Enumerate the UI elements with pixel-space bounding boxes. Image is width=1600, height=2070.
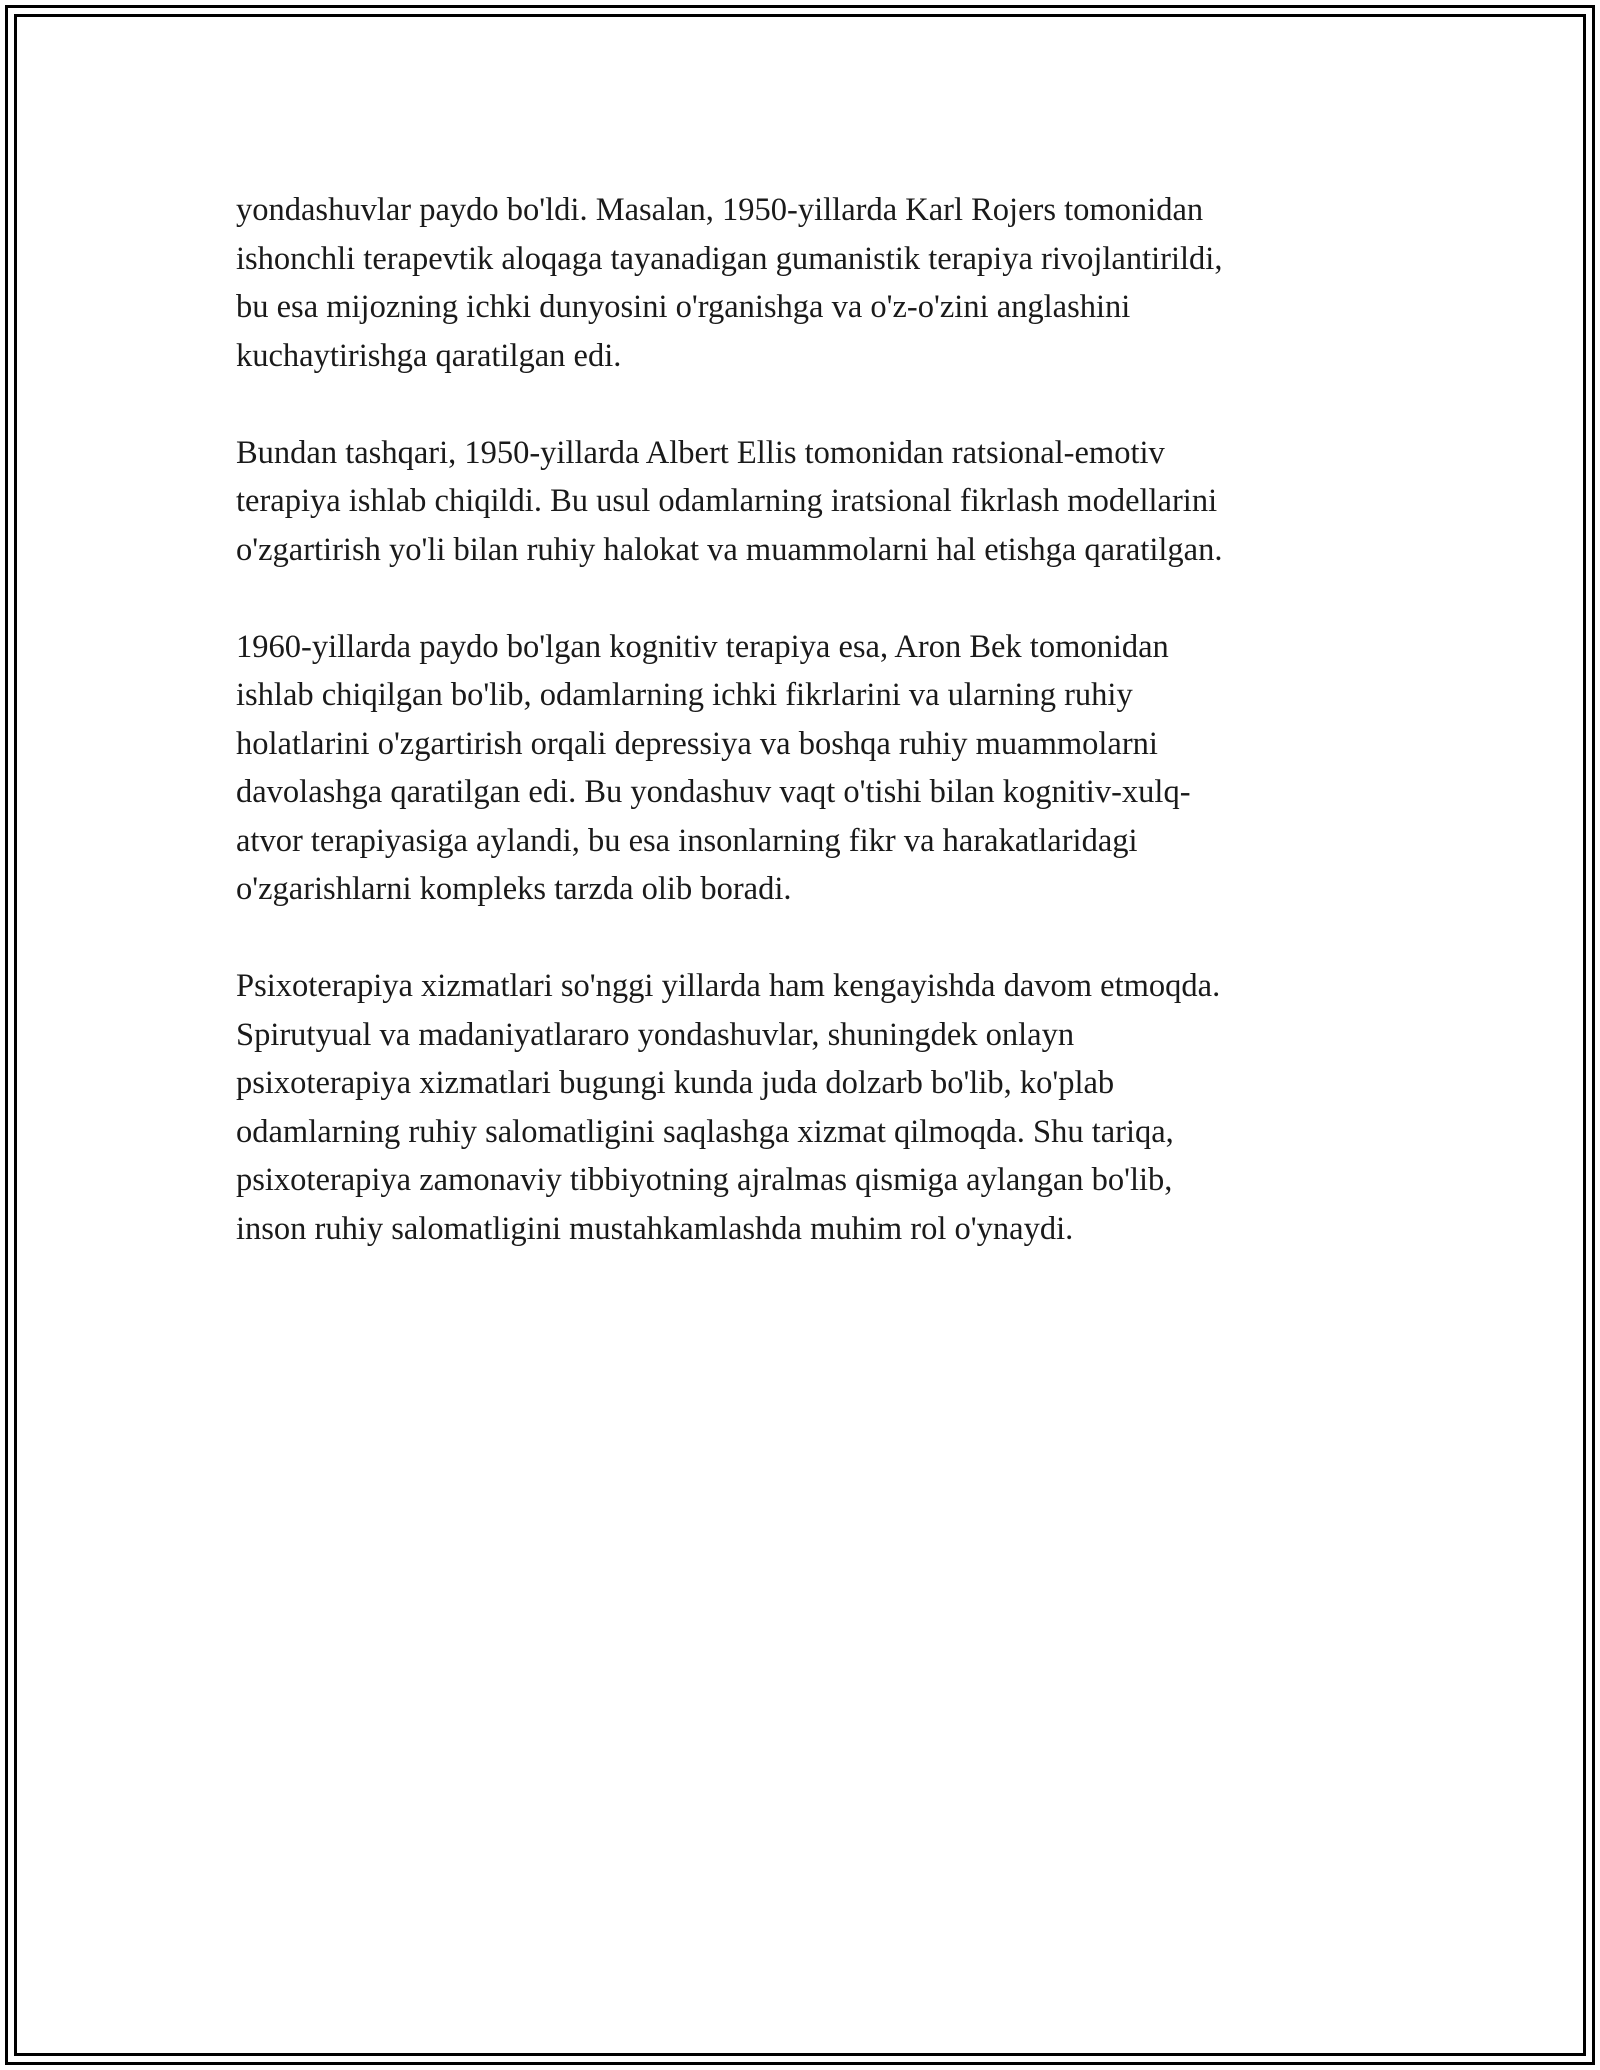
text-line: holatlarini o'zgartirish orqali depressiya va boshqa ruhiy muammolarni xyxy=(236,725,1158,762)
paragraph-4 xyxy=(236,962,1366,1253)
paragraph-3 xyxy=(236,623,1366,914)
text-line: o'zgartirish yo'li bilan ruhiy halokat va muammolarni hal etishga qaratilgan. xyxy=(236,531,1223,568)
text-line: ishonchli terapevtik aloqaga tayanadigan gumanistik terapiya rivojlantirildi, xyxy=(236,240,1223,277)
text-line: psixoterapiya xizmatlari bugungi kunda juda dolzarb bo'lib, ko'plab xyxy=(236,1065,1115,1101)
paragraph-1 xyxy=(236,186,1366,380)
text-line: o'zgarishlarni kompleks tarzda olib boradi. xyxy=(236,871,792,907)
text-line: ishlab chiqilgan bo'lib, odamlarning ichki fikrlarini va ularning ruhiy xyxy=(236,677,1133,713)
document-body xyxy=(236,186,1366,1302)
paragraph-2 xyxy=(236,429,1366,575)
text-line: bu esa mijozning ichki dunyosini o'rganishga va o'z-o'zini anglashini xyxy=(236,289,1131,325)
text-line: odamlarning ruhiy salomatligini saqlashga xizmat qilmoqda. Shu tariqa, xyxy=(236,1113,1174,1150)
text-line: inson ruhiy salomatligini mustahkamlashda muhim rol o'ynaydi. xyxy=(236,1210,1074,1247)
text-line: yondashuvlar paydo bo'ldi. Masalan, 1950-yillarda Karl Rojers tomonidan xyxy=(236,192,1204,228)
text-line: Bundan tashqari, 1950-yillarda Albert Ellis tomonidan ratsional-emotiv xyxy=(236,434,1165,471)
text-line: atvor terapiyasiga aylandi, bu esa insonlarning fikr va harakatlaridagi xyxy=(236,822,1138,859)
text-line: Spirutyual va madaniyatlararo yondashuvlar, shuningdek onlayn xyxy=(236,1016,1075,1053)
text-line: kuchaytirishga qaratilgan edi. xyxy=(236,337,622,374)
text-line: davolashga qaratilgan edi. Bu yondashuv vaqt o'tishi bilan kognitiv-xulq- xyxy=(236,774,1191,810)
text-line: Psixoterapiya xizmatlari so'nggi yillarda ham kengayishda davom etmoqda. xyxy=(236,968,1221,1004)
text-line: terapiya ishlab chiqildi. Bu usul odamlarning iratsional fikrlash modellarini xyxy=(236,483,1218,519)
text-line: 1960-yillarda paydo bo'lgan kognitiv terapiya esa, Aron Bek tomonidan xyxy=(236,628,1169,665)
text-line: psixoterapiya zamonaviy tibbiyotning ajralmas qismiga aylangan bo'lib, xyxy=(236,1162,1173,1198)
